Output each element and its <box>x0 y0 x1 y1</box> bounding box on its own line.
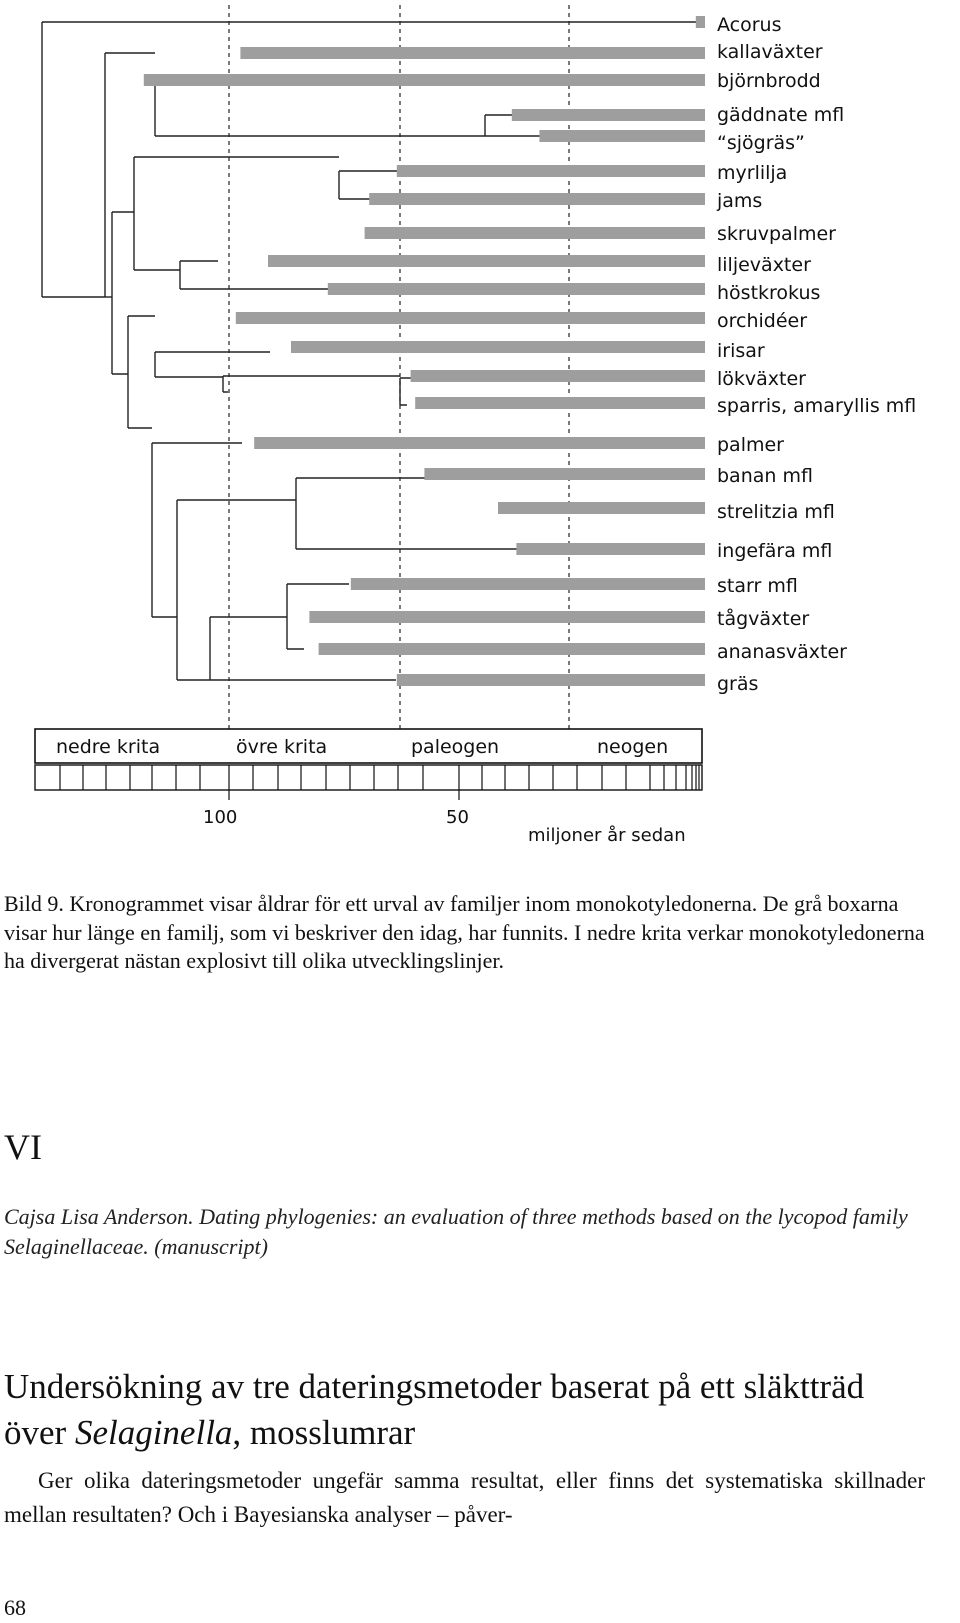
taxon-label: jams <box>717 190 763 212</box>
taxon-label: Acorus <box>717 14 782 36</box>
age-bar <box>309 611 705 623</box>
taxon-label: liljeväxter <box>717 254 811 276</box>
age-bar <box>539 130 705 142</box>
taxon-labels <box>716 14 916 695</box>
taxon-label: skruvpalmer <box>717 223 836 245</box>
age-bar <box>512 109 705 121</box>
taxon-label: kallaväxter <box>717 41 823 63</box>
family-age-bars <box>144 16 705 686</box>
taxon-label: tågväxter <box>717 608 810 630</box>
taxon-label: ingefära mfl <box>717 540 833 562</box>
heading-italic: Selaginella <box>74 1413 233 1452</box>
age-bar <box>351 578 705 590</box>
age-bar <box>411 370 705 382</box>
page-number: 68 <box>4 1595 26 1620</box>
age-bar <box>268 255 705 267</box>
taxon-label: gräs <box>717 673 759 695</box>
taxon-label: starr mfl <box>717 575 798 597</box>
taxon-label: strelitzia mfl <box>717 501 835 523</box>
taxon-label: banan mfl <box>717 465 813 487</box>
taxon-label: sparris, amaryllis mfl <box>717 395 917 417</box>
section-heading <box>4 1364 934 1456</box>
reference-citation: Cajsa Lisa Anderson. Dating phylogenies: an evaluation of three methods based on the lycopod family Selaginellaceae. (manuscript) <box>4 1204 908 1259</box>
taxon-label: lökväxter <box>717 368 806 390</box>
tick-label-100: 100 <box>203 807 238 828</box>
taxon-label: höstkrokus <box>717 282 821 304</box>
taxon-label: myrlilja <box>717 162 788 184</box>
age-bar <box>319 643 705 655</box>
age-bar <box>516 543 705 555</box>
period-neogen: neogen <box>597 736 669 758</box>
heading-text-end: , mosslumrar <box>232 1413 416 1452</box>
taxon-label: “sjögräs” <box>717 132 805 154</box>
age-bar <box>424 468 705 480</box>
taxon-label: ananasväxter <box>717 641 847 663</box>
age-bar <box>240 47 705 59</box>
period-ovre-krita: övre krita <box>236 736 328 758</box>
age-bar <box>365 227 705 239</box>
taxon-label: gäddnate mfl <box>717 104 845 126</box>
age-bar <box>369 193 705 205</box>
axis-label: miljoner år sedan <box>528 825 686 846</box>
time-scale-ticks <box>60 765 699 790</box>
taxon-label: björnbrodd <box>717 70 821 92</box>
age-bar <box>397 165 705 177</box>
age-bar <box>696 16 705 28</box>
age-bar <box>254 437 705 449</box>
heading-text: Undersökning av tre dateringsmetoder baserat på ett släktträd över <box>4 1367 865 1452</box>
taxon-label: palmer <box>717 434 784 456</box>
figure-caption: Bild 9. Kronogrammet visar åldrar för ett urval av familjer inom monokotyledonerna. De grå boxarna visar hur länge en familj, som vi beskriver den idag, har funnits. I nedre krita verkar monokotyledonerna ha divergerat nästan explosivt till olika utvecklingslinjer. <box>4 891 925 973</box>
period-paleogen: paleogen <box>411 736 500 758</box>
age-bar <box>236 312 705 324</box>
tick-label-50: 50 <box>446 807 469 828</box>
taxon-label: orchidéer <box>717 310 808 332</box>
age-bar <box>291 341 705 353</box>
period-nedre-krita: nedre krita <box>56 736 161 758</box>
age-bar <box>397 674 705 686</box>
age-bar <box>144 74 705 86</box>
taxon-label: irisar <box>717 340 765 362</box>
age-bar <box>498 502 705 514</box>
age-bar <box>415 397 705 409</box>
body-paragraph: Ger olika dateringsmetoder ungefär samma resultat, eller finns det systematiska skillnader mellan resultaten? Och i Bayesianska analyser – påver- <box>4 1468 925 1527</box>
section-number: VI <box>4 1127 42 1167</box>
age-bar <box>328 283 705 295</box>
